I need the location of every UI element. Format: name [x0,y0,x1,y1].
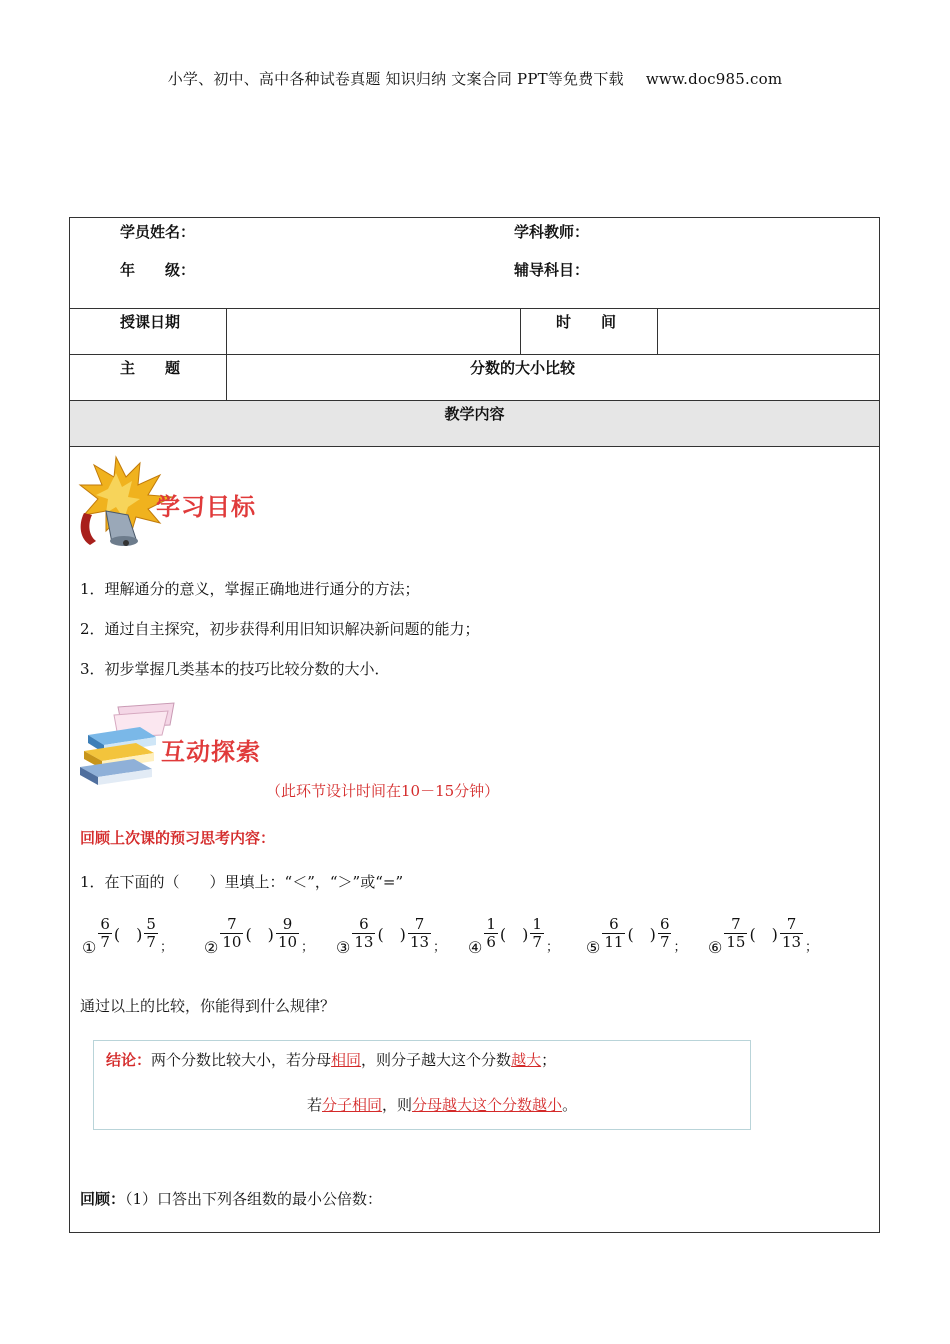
comparison-list [80,916,860,976]
comparison-item: ② $\frac{7}{10}$ ( ) $\frac{9}{10}$ $_;$ [204,915,315,957]
subject-label: 辅导科目： [514,261,590,279]
review-label: 回顾： [80,1190,126,1208]
info-row [70,218,879,309]
goal-item: 1．理解通分的意义，掌握正确地进行通分的方法； [80,580,420,598]
divider [657,309,658,354]
review-title: 回顾上次课的预习思考内容： [80,829,276,847]
time-label: 时 间 [556,313,617,331]
content-area [70,447,879,1232]
comparison-item: ④ $\frac{1}{6}$ ( ) $\frac{1}{7}$ $_;$ [468,915,559,957]
divider [226,309,227,354]
content-header-row [70,401,879,447]
comparison-item: ⑥ $\frac{7}{15}$ ( ) $\frac{7}{13}$ $_;$ [708,915,819,957]
topic-row [70,355,879,401]
rule-question: 通过以上的比较，你能得到什么规律？ [80,997,336,1015]
review-line [80,1188,382,1209]
conclusion-line-1: 结论：两个分数比较大小，若分母相同，则分子越大这个分数越大； [106,1051,557,1069]
lesson-plan-table [69,217,880,1233]
topic-value: 分数的大小比较 [470,359,576,377]
comparison-item: ③ $\frac{6}{13}$ ( ) $\frac{7}{13}$ $_;$ [336,915,447,957]
divider [226,355,227,400]
time-note: （此环节设计时间在10－15分钟） [266,782,500,800]
divider [520,309,521,354]
conclusion-box [93,1040,751,1130]
goal-item: 3．初步掌握几类基本的技巧比较分数的大小． [80,660,390,678]
date-label: 授课日期 [120,313,181,331]
page-header [0,68,950,89]
fill-question: 1．在下面的（ ）里填上：“＜”，“＞”或“=” [80,873,404,891]
conclusion-line-2: 若分子相同，则分母越大这个分数越小。 [307,1096,578,1114]
explore-banner: 互动探索 [161,738,261,766]
goal-item: 2．通过自主探究，初步获得利用旧知识解决新问题的能力； [80,620,480,638]
grade-label: 年 级： [120,261,196,279]
conclusion-label: 结论： [106,1051,152,1069]
goals-banner: 学习目标 [156,493,256,521]
topic-label: 主 题 [120,359,181,377]
comparison-item: ⑤ $\frac{6}{11}$ ( ) $\frac{6}{7}$ $_;$ [586,915,687,957]
header-site: www.doc985.com [645,70,783,88]
header-text: 小学、初中、高中各种试卷真题 知识归纳 文案合同 PPT等免费下载 [167,70,624,88]
comparison-item: ① $\frac{6}{7}$ ( ) $\frac{5}{7}$ $_;$ [82,915,173,957]
student-name-label: 学员姓名： [120,223,196,241]
date-row [70,309,879,355]
teacher-label: 学科教师： [514,223,590,241]
review-text: （1）口答出下列各组数的最小公倍数： [125,1190,383,1208]
content-label: 教学内容 [444,405,505,423]
